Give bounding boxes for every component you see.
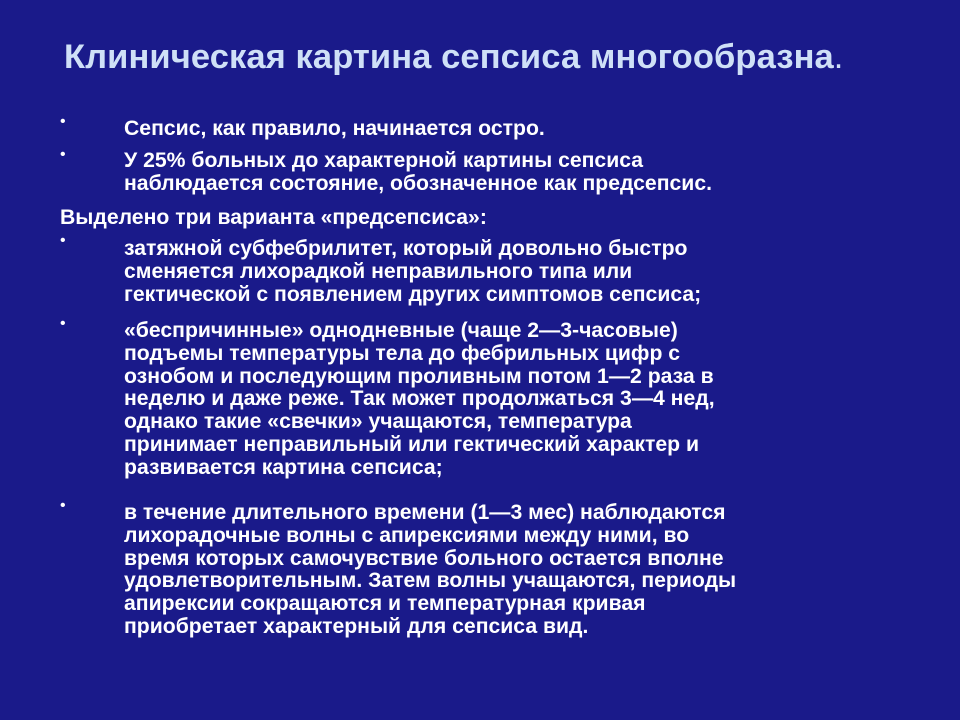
slide-title-text: Клиническая картина сепсиса многообразна: [64, 38, 834, 76]
bullet-item: [124, 150, 924, 196]
variant-line: гектической с появлением других симптомов сепсиса;: [124, 282, 702, 306]
variant-item: [124, 320, 924, 480]
variant-line: приобретает характерный для сепсиса вид.: [124, 614, 589, 638]
bullet-line: У 25% больных до характерной картины сепсиса: [124, 149, 644, 172]
variant-line: ознобом и последующим проливным потом 1—2 раза в: [124, 364, 714, 388]
variant-line: принимает неправильный или гектический характер и: [124, 432, 700, 456]
variant-item: [124, 502, 924, 639]
variant-line: время которых самочувствие больного остается вполне: [124, 546, 724, 570]
bullet-line: Сепсис, как правило, начинается остро.: [124, 117, 545, 140]
bullet-dot: •: [60, 315, 66, 332]
variant-line: сменяется лихорадкой неправильного типа или: [124, 259, 633, 283]
bullet-dot: •: [60, 113, 66, 130]
variant-line: лихорадочные волны с апирексиями между ними, во: [124, 523, 690, 547]
variant-line: подъемы температуры тела до фебрильных цифр с: [124, 341, 681, 365]
slide-title: [64, 38, 843, 77]
variant-line: неделю и даже реже. Так может продолжаться 3—4 нед,: [124, 387, 715, 411]
bullet-item: [124, 118, 924, 141]
slide-title-period: .: [833, 38, 844, 76]
bullet-dot: •: [60, 497, 66, 514]
bullet-line: наблюдается состояние, обозначенное как предсепсис.: [124, 171, 712, 195]
variant-line: удовлетворительным. Затем волны учащаются, периоды: [124, 569, 737, 593]
variant-line: в течение длительного времени (1—3 мес) наблюдаются: [124, 501, 726, 524]
section-heading: Выделено три варианта «предсепсиса»:: [60, 206, 487, 229]
variant-line: развивается картина сепсиса;: [124, 455, 443, 479]
variant-line: «беспричинные» однодневные (чаще 2—3-часовые): [124, 319, 678, 342]
variant-item: [124, 238, 924, 306]
variant-line: однако такие «свечки» учащаются, температура: [124, 410, 632, 434]
bullet-dot: •: [60, 232, 66, 249]
variant-line: апирексии сокращаются и температурная кривая: [124, 592, 646, 616]
bullet-dot: •: [60, 146, 66, 163]
variant-line: затяжной субфебрилитет, который довольно быстро: [124, 237, 688, 260]
